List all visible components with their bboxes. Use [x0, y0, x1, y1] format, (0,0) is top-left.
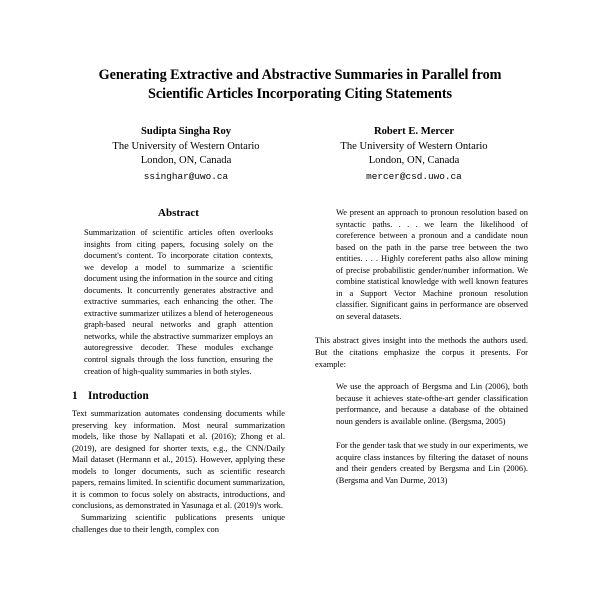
column-right [315, 207, 528, 486]
spacer [315, 370, 528, 381]
title-line-1: Generating Extractive and Abstractive Summaries in Parallel from [98, 67, 502, 83]
abstract-text: Summarization of scientific articles often overlooks insights from citing papers, focusing solely on the document's content. To incorporate citation contexts, we develop a model to summarize a scientific document using the information in the source and citing documents. It concurrently generates abstractive and extractive summaries, each enhancing the other. The extractive summarizer utilizes a blend of heterogeneous graph-based neural networks and graph attention networks, while the abstractive summarizer employs an autoregressive decoder. These modules exchange control signals through the loss function, ensuring the creation of high-quality summaries in both styles. [84, 227, 273, 376]
column-left [72, 207, 285, 535]
abstract-section [72, 207, 285, 377]
author-name: Robert E. Mercer [373, 126, 455, 137]
intro-paragraph-1: Text summarization automates condensing documents while preserving key information. Most neural summarization models, like those by Nallapati et al. (2016); Zhong et al. (2019), are designed for shorter texts, e.g., the CNN/Daily Mail dataset (Hermann et al., 2015). However, applying these models to longer documents, such as scientific research papers, remains limited. In scientific document summarization, it is common to focus solely on abstracts, introductions, and conclusions, as demonstrated in Yasunaga et al. (2019)'s work. [72, 408, 285, 511]
paper-title [72, 0, 528, 104]
block-quote-1: We present an approach to pronoun resolution based on syntactic paths. . . . we learn the likelihood of coreference between a pronoun and a candidate noun based on the path in the parse tree between the two entities. . . . Highly coreferent paths also allow mining of precise probabilistic gender/number information. We combine statistical knowledge with well known features in a Support Vector Machine pronoun resolution classifier. Significant gains in performance are observed on several datasets. [336, 207, 528, 321]
author-affiliation: The University of Western Ontario [340, 140, 488, 152]
block-quote-2: We use the approach of Bergsma and Lin (2006), both because it achieves state-ofthe-art gender classification performance, and because a database of the obtained noun genders is available online. (Bergsma, 2005) [336, 381, 528, 426]
author-block [72, 125, 528, 184]
author-affiliation: The University of Western Ontario [112, 140, 260, 152]
section-heading-introduction [72, 390, 285, 402]
author-entry-2 [300, 125, 528, 184]
author-name: Sudipta Singha Roy [140, 126, 232, 137]
spacer [315, 427, 528, 440]
author-location: London, ON, Canada [368, 155, 460, 166]
right-paragraph-1: This abstract gives insight into the methods the authors used. But the citations emphasize the corpus it presents. For example: [315, 335, 528, 369]
section-number: 1 [72, 390, 78, 403]
body-columns [72, 207, 528, 535]
intro-paragraph-2: Summarizing scientific publications presents unique challenges due to their length, complex con [72, 512, 285, 534]
abstract-heading: Abstract [158, 207, 199, 219]
author-email[interactable]: ssinghar@uwo.ca [143, 171, 229, 182]
title-line-2: Scientific Articles Incorporating Citing Statements [147, 86, 452, 102]
spacer [315, 322, 528, 335]
author-entry-1 [72, 125, 300, 184]
author-email[interactable]: mercer@csd.uwo.ca [366, 171, 462, 182]
author-location: London, ON, Canada [140, 155, 232, 166]
block-quote-3: For the gender task that we study in our experiments, we acquire class instances by filtering the dataset of nouns and their genders created by Bergsma and Lin (2006). (Bergsma and Van Durme, 2013) [336, 440, 528, 485]
section-title: Introduction [88, 390, 149, 403]
